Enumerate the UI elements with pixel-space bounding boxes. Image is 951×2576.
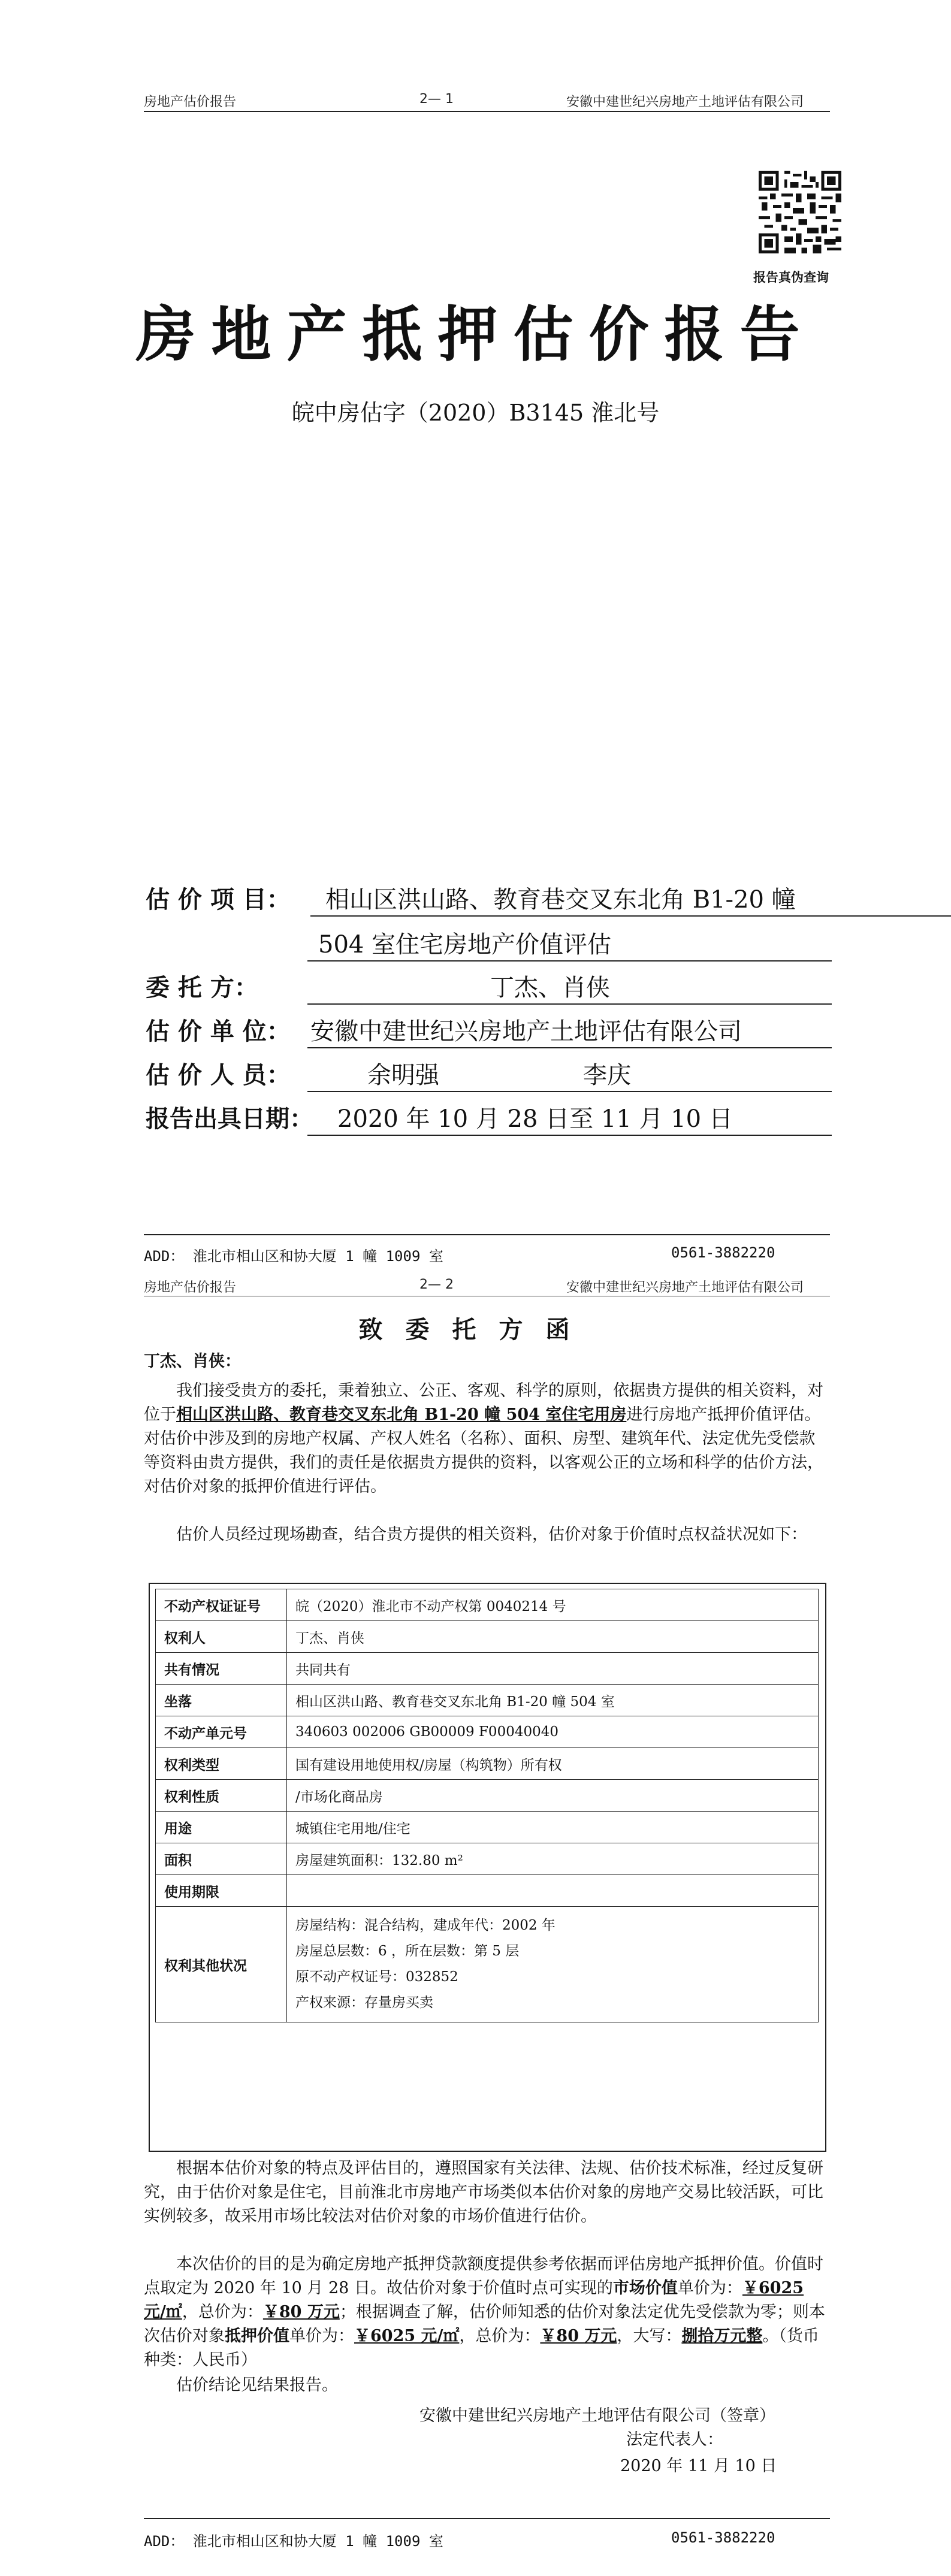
table-value: 房屋建筑面积：132.80 m² [287, 1843, 819, 1875]
para4-part-1: 本次估价的目的是为确定房地产抵押贷款额度提供参考依据而评估房地产抵押价值。价值时点取定为 2020 年 10 月 28 日。故估价对象于价值时点可实现的 [144, 2255, 823, 2297]
mortgage-total-price: ￥80 万元 [540, 2327, 617, 2345]
table-value: 国有建设用地使用权/房屋（构筑物）所有权 [287, 1748, 819, 1780]
table-key: 权利性质 [156, 1780, 287, 1812]
page1-footer [144, 1244, 830, 1265]
project-field-line2 [146, 926, 835, 962]
market-total-price: ￥80 万元 [262, 2303, 340, 2321]
report-title: 房地产抵押估价报告 [135, 299, 816, 370]
unit-price-text-2: 单价为： [289, 2327, 354, 2345]
table-key: 权利类型 [156, 1748, 287, 1780]
project-underline-2 [307, 960, 832, 962]
table-value: /市场化商品房 [287, 1780, 819, 1812]
market-unit-price: ￥6025 元/㎡ [144, 2279, 804, 2321]
table-key: 权利人 [156, 1621, 287, 1653]
letter-paragraph-1 [144, 1379, 830, 1499]
table-key: 使用期限 [156, 1875, 287, 1907]
page1-footer-address: ADD： 淮北市相山区和协大厦 1 幢 1009 室 [144, 1248, 443, 1265]
report-number: 皖中房估字（2020）B3145 淮北号 [291, 400, 660, 426]
letter-paragraph-4 [144, 2253, 830, 2372]
table-row [156, 1812, 819, 1843]
table-row [156, 1716, 819, 1748]
org-underline [307, 1047, 832, 1048]
date-field [146, 1100, 835, 1136]
org-field [146, 1012, 835, 1048]
rights-table [155, 1589, 819, 2022]
property-location: 相山区洪山路、教育巷交叉东北角 B1-20 幢 504 室住宅用房 [176, 1405, 627, 1424]
project-value-line2: 504 室住宅房地产价值评估 [318, 931, 612, 959]
page2-header-right: 安徽中建世纪兴房地产土地评估有限公司 [566, 1280, 804, 1295]
signature-date: 2020 年 11 月 10 日 [620, 2457, 777, 2475]
table-row [156, 1653, 819, 1685]
letter-paragraph-2: 估价人员经过现场勘查，结合贵方提供的相关资料，估价对象于价值时点权益状况如下： [176, 1525, 807, 1544]
table-key: 面积 [156, 1843, 287, 1875]
table-row [156, 1843, 819, 1875]
table-row [156, 1748, 819, 1780]
page2-footer [144, 2529, 830, 2550]
page1-header-left: 房地产估价报告 [144, 95, 237, 110]
table-key: 坐落 [156, 1685, 287, 1716]
letter-paragraph-3: 根据本估价对象的特点及评估目的，遵照国家有关法律、法规、估价技术标准，经过反复研究，由于估价对象是住宅，目前淮北市房地产市场类似本估价对象的房地产交易比较活跃，可比实例较多，故采用市场比较法对估价对象的市场价值进行估价。 [144, 2159, 823, 2226]
appraiser-2: 李庆 [583, 1062, 631, 1089]
table-key: 不动产单元号 [156, 1716, 287, 1748]
table-value: 城镇住宅用地/住宅 [287, 1812, 819, 1843]
client-value: 丁杰、肖侠 [490, 974, 610, 1002]
other-status-line: 房屋总层数：6 ，所在层数：第 5 层 [295, 1943, 520, 1959]
page1-footer-phone: 0561-3882220 [671, 1244, 775, 1261]
appraiser-underline [307, 1091, 832, 1092]
letter-paragraph-5: 估价结论见结果报告。 [176, 2376, 338, 2394]
table-key: 共有情况 [156, 1653, 287, 1685]
page1-header-rule [144, 111, 830, 112]
appraiser-label: 估 价 人 员： [146, 1061, 291, 1089]
org-label: 估 价 单 位： [146, 1017, 291, 1045]
page2-footer-address: ADD： 淮北市相山区和协大厦 1 幢 1009 室 [144, 2533, 443, 2550]
table-row [156, 1685, 819, 1716]
salutation: 丁杰、肖侠： [144, 1352, 241, 1371]
other-status-value [287, 1907, 819, 2022]
date-value: 2020 年 10 月 28 日至 11 月 10 日 [337, 1105, 733, 1133]
page1-header-page: 2— 1 [419, 92, 454, 107]
client-field [146, 969, 835, 1005]
date-label: 报告出具日期： [146, 1105, 313, 1133]
page1-header-right: 安徽中建世纪兴房地产土地评估有限公司 [566, 95, 804, 110]
qr-code-icon[interactable] [759, 171, 841, 253]
project-label: 估 价 项 目： [146, 885, 291, 914]
other-status-key: 权利其他状况 [156, 1907, 287, 2022]
table-value: 共同共有 [287, 1653, 819, 1685]
appraiser-field [146, 1056, 835, 1092]
table-row [156, 1780, 819, 1812]
project-value-line1: 相山区洪山路、教育巷交叉东北角 B1-20 幢 [325, 886, 796, 914]
page1-footer-rule [144, 1234, 830, 1235]
unit-price-text: 单价为： [677, 2279, 742, 2297]
mortgage-unit-price: ￥6025 元/㎡ [354, 2327, 460, 2345]
org-value: 安徽中建世纪兴房地产土地评估有限公司 [310, 1018, 742, 1045]
total-text: ，总价为： [182, 2303, 263, 2321]
upper-text: ，大写： [617, 2327, 682, 2345]
other-status-line: 产权来源：存量房买卖 [295, 1995, 433, 2010]
table-value: 相山区洪山路、教育巷交叉东北角 B1-20 幢 504 室 [287, 1685, 819, 1716]
client-underline [307, 1003, 832, 1005]
client-label: 委 托 方： [146, 973, 258, 1002]
appraiser-1: 余明强 [367, 1062, 439, 1089]
letter-title: 致委托方函 [358, 1316, 593, 1344]
table-value [287, 1875, 819, 1907]
company-signature: 安徽中建世纪兴房地产土地评估有限公司（签章） [419, 2406, 775, 2425]
page2-footer-phone: 0561-3882220 [671, 2529, 775, 2546]
project-underline-1 [310, 915, 951, 917]
legal-representative: 法定代表人： [626, 2430, 723, 2449]
mortgage-value-label: 抵押价值 [225, 2327, 289, 2345]
other-status-line: 原不动产权证号：032852 [295, 1969, 458, 1985]
qr-label: 报告真伪查询 [753, 270, 829, 285]
para4-part-2: ；根据调查了解，估价师知悉的估价对象法定优先受偿款为零；则本次估价对象 [144, 2303, 825, 2345]
project-field [146, 881, 835, 917]
table-value: 皖（2020）淮北市不动产权第 0040214 号 [287, 1589, 819, 1621]
currency-note: 。（货币种类：人民币） [144, 2327, 819, 2369]
page2-header-page: 2— 2 [419, 1277, 454, 1292]
table-row [156, 1621, 819, 1653]
date-underline [307, 1135, 832, 1136]
table-row [156, 1589, 819, 1621]
table-value: 丁杰、肖侠 [287, 1621, 819, 1653]
para1-part-a: 我们接受贵方的委托，秉着独立、公正、客观、科学的原则，依据贵方提供的相关资料，对位于 [144, 1381, 823, 1424]
total-text-2: ，总价为： [459, 2327, 541, 2345]
para1-part-c: 进行房地产抵押价值评估。对估价中涉及到的房地产权属、产权人姓名（名称）、面积、房型、建筑年代、法定优先受偿款等资料由贵方提供，我们的责任是依据贵方提供的资料，以客观公正的立场和科学的估价方法，对估价对象的抵押价值进行评估。 [144, 1405, 823, 1496]
other-status-line: 房屋结构：混合结构，建成年代：2002 年 [295, 1918, 555, 1933]
page2-header-left: 房地产估价报告 [144, 1280, 237, 1295]
upper-amount: 捌拾万元整 [681, 2327, 763, 2345]
table-value: 340603 002006 GB00009 F00040040 [287, 1716, 819, 1748]
page2-footer-rule [144, 2518, 830, 2519]
table-row [156, 1875, 819, 1907]
table-key: 不动产权证证号 [156, 1589, 287, 1621]
table-key: 用途 [156, 1812, 287, 1843]
market-value-label: 市场价值 [612, 2279, 678, 2297]
